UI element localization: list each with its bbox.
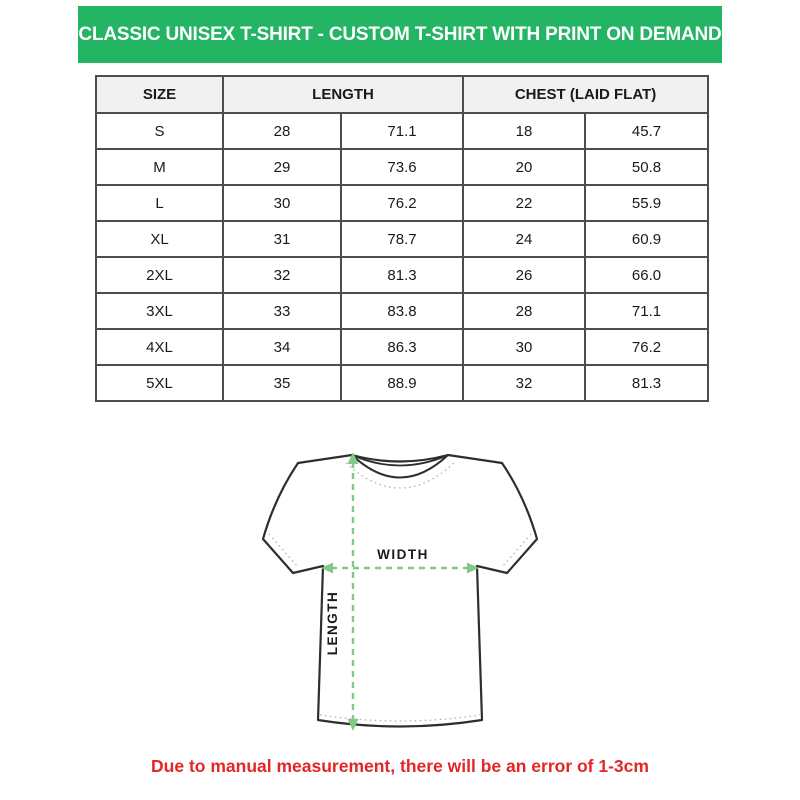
chest-cm: 60.9 bbox=[585, 221, 708, 257]
table-row bbox=[96, 149, 708, 185]
size-label: 5XL bbox=[96, 365, 223, 401]
length-inches: 29 bbox=[223, 149, 341, 185]
size-label: 2XL bbox=[96, 257, 223, 293]
chest-cm: 50.8 bbox=[585, 149, 708, 185]
chest-cm: 76.2 bbox=[585, 329, 708, 365]
chest-inches: 32 bbox=[463, 365, 585, 401]
page-title: CLASSIC UNISEX T-SHIRT - CUSTOM T-SHIRT WITH PRINT ON DEMAND bbox=[78, 23, 722, 45]
length-cm: 83.8 bbox=[341, 293, 463, 329]
size-label: XL bbox=[96, 221, 223, 257]
table-row bbox=[96, 113, 708, 149]
size-table bbox=[95, 75, 709, 402]
size-label: L bbox=[96, 185, 223, 221]
length-inches: 32 bbox=[223, 257, 341, 293]
size-table-header-row bbox=[96, 76, 708, 113]
width-label: WIDTH bbox=[377, 547, 429, 562]
chest-inches: 26 bbox=[463, 257, 585, 293]
table-row bbox=[96, 293, 708, 329]
length-label: LENGTH bbox=[325, 590, 340, 656]
title-banner bbox=[78, 6, 722, 63]
length-cm: 88.9 bbox=[341, 365, 463, 401]
size-table-container bbox=[95, 75, 707, 402]
column-header-length: LENGTH bbox=[223, 76, 463, 113]
table-row bbox=[96, 185, 708, 221]
chest-inches: 18 bbox=[463, 113, 585, 149]
length-cm: 78.7 bbox=[341, 221, 463, 257]
length-cm: 76.2 bbox=[341, 185, 463, 221]
tshirt-outline bbox=[263, 455, 537, 727]
table-row bbox=[96, 365, 708, 401]
tshirt-diagram-svg bbox=[240, 430, 560, 750]
length-inches: 31 bbox=[223, 221, 341, 257]
chest-cm: 66.0 bbox=[585, 257, 708, 293]
tshirt-measurement-diagram bbox=[240, 430, 560, 750]
column-header-chest: CHEST (LAID FLAT) bbox=[463, 76, 708, 113]
column-header-size: SIZE bbox=[96, 76, 223, 113]
length-inches: 33 bbox=[223, 293, 341, 329]
length-cm: 86.3 bbox=[341, 329, 463, 365]
length-inches: 34 bbox=[223, 329, 341, 365]
chest-cm: 71.1 bbox=[585, 293, 708, 329]
size-label: M bbox=[96, 149, 223, 185]
length-cm: 81.3 bbox=[341, 257, 463, 293]
chest-inches: 22 bbox=[463, 185, 585, 221]
table-row bbox=[96, 221, 708, 257]
chest-cm: 81.3 bbox=[585, 365, 708, 401]
chest-inches: 28 bbox=[463, 293, 585, 329]
chest-cm: 55.9 bbox=[585, 185, 708, 221]
size-label: 3XL bbox=[96, 293, 223, 329]
table-row bbox=[96, 257, 708, 293]
measurement-disclaimer: Due to manual measurement, there will be an error of 1-3cm bbox=[151, 756, 649, 776]
chest-cm: 45.7 bbox=[585, 113, 708, 149]
chest-inches: 20 bbox=[463, 149, 585, 185]
length-cm: 71.1 bbox=[341, 113, 463, 149]
length-cm: 73.6 bbox=[341, 149, 463, 185]
length-inches: 35 bbox=[223, 365, 341, 401]
chest-inches: 30 bbox=[463, 329, 585, 365]
chest-inches: 24 bbox=[463, 221, 585, 257]
table-row bbox=[96, 329, 708, 365]
length-inches: 28 bbox=[223, 113, 341, 149]
length-inches: 30 bbox=[223, 185, 341, 221]
size-label: 4XL bbox=[96, 329, 223, 365]
size-label: S bbox=[96, 113, 223, 149]
